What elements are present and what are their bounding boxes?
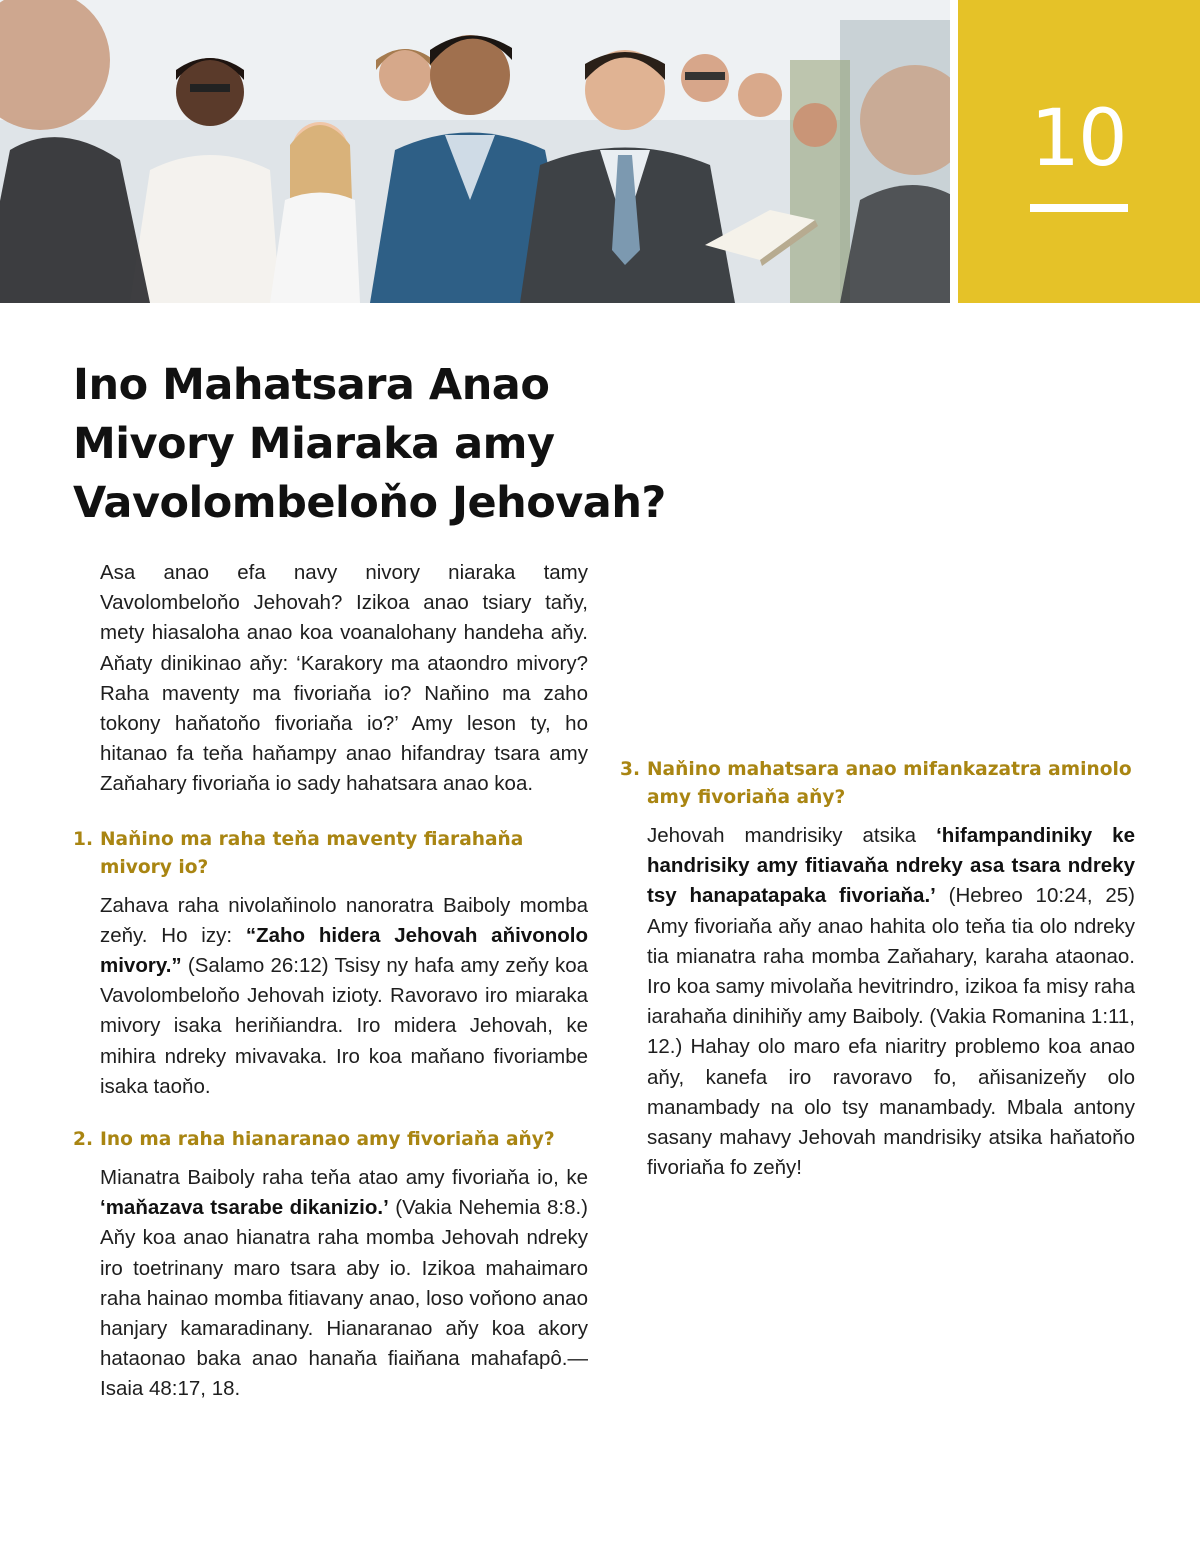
hero-photo [0,0,950,303]
left-column [73,558,588,1405]
congregation-illustration [0,0,950,303]
right-column [620,558,1135,1183]
question-1 [73,826,588,882]
answer-3-text-a: Jehovah mandrisiky atsika [647,824,937,847]
question-3-number: 3. [620,759,641,780]
answer-1-paragraph [73,891,588,1102]
question-2-number: 2. [73,1129,94,1151]
intro-paragraph: Asa anao efa navy nivory niaraka tamy Vavolombeloňo Jehovah? Izikoa anao tsiary taňy, mety hiasaloha anao koa voanalohany handeha aňy. Aňaty dinikinao aňy: ‘Karakory ma ataondro mivory? Raha maventy ma fivoriaňa io? Naňino ma zaho tokony haňatoňo fivoriaňa io?’ Amy leson ty, ho hitanao fa teňa haňampy anao hifandray tsara amy Zaňahary fivoriaňa io sady hahatsara anao koa. [100,561,588,796]
answer-1-text-b: (Salamo 26:12) Tsisy ny hafa amy zeňy koa Vavolombeloňo Jehovah izioty. Ravoravo iro miaraka mivory isaka heriňiandra. Iro midera Jehovah, ke mihira ndreky mivavaka. Iro koa maňano fivoriambe isaka taoňo. [100,954,588,1098]
answer-2-text-a: Mianatra Baiboly raha teňa atao amy fivoriaňa io, ke [100,1166,588,1190]
question-1-number: 1. [73,828,94,850]
answer-1-bold: “Zaho hidera Jehovah aňivonolo mivory.” [100,923,588,978]
title-line-2: Mivory Miaraka amy [73,419,555,469]
lesson-title [73,356,773,533]
answer-3-text-b: (Hebreo 10:24, 25) Amy fivoriaňa aňy anao hahita olo teňa tia olo ndreky tia mianatra raha momba Zaňahary, karaha ataonao. Iro koa samy mivolaňa hevitrindro, izikoa fa misy raha iarahaňa dinihiňy amy Baiboly. (Vakia Romanina 1:11, 12.) Hahay olo maro efa niaritry problemo koa anao aňy, kanefa iro ravoravo fo, aňisanizeňy olo manambady na olo tsy manambady. Mbala antony sasany mahavy Jehovah mandrisiky atsika haňatoňo fivoriaňa fo zeňy! [647,884,1136,1180]
lesson-number: 10 [1030,94,1126,184]
answer-1-text-a: Zahava raha nivolaňinolo nanoratra Baiboly momba zeňy. Ho izy: [100,893,588,947]
title-line-1: Ino Mahatsara Anao [73,360,550,410]
question-2-text: Ino ma raha hianaranao amy fivoriaňa aňy? [100,1129,555,1151]
answer-3-paragraph [620,821,1135,1183]
answer-2-text-b: (Vakia Nehemia 8:8.) Aňy koa anao hianatra raha momba Jehovah ndreky iro toetrinany maro tsara aby io. Izikoa mahaimaro raha hainao momba fitiavany anao, loso voňono anao hanjary kamaradinany. Hianaranao aňy koa akory hataonao baka anao hanaňa fiaiňana mahafapô.—Isaia 48:17, 18. [100,1196,588,1401]
answer-3-bold: ‘hifampandiniky ke handrisiky amy fitiavaňa ndreky asa tsara ndreky tsy hanapatapaka fivoriaňa.’ [647,824,1135,908]
answer-2-bold: ‘maňazava tsarabe dikanizio.’ [100,1196,389,1220]
question-3 [620,756,1135,812]
title-line-3: Vavolombeloňo Jehovah? [73,478,666,528]
question-1-text: Naňino ma raha teňa maventy fiarahaňa mivory io? [100,828,524,878]
question-3-text: Naňino mahatsara anao mifankazatra aminolo amy fivoriaňa aňy? [647,759,1132,808]
answer-2-paragraph [73,1163,588,1405]
badge-underline [1030,204,1128,212]
question-2 [73,1126,588,1154]
